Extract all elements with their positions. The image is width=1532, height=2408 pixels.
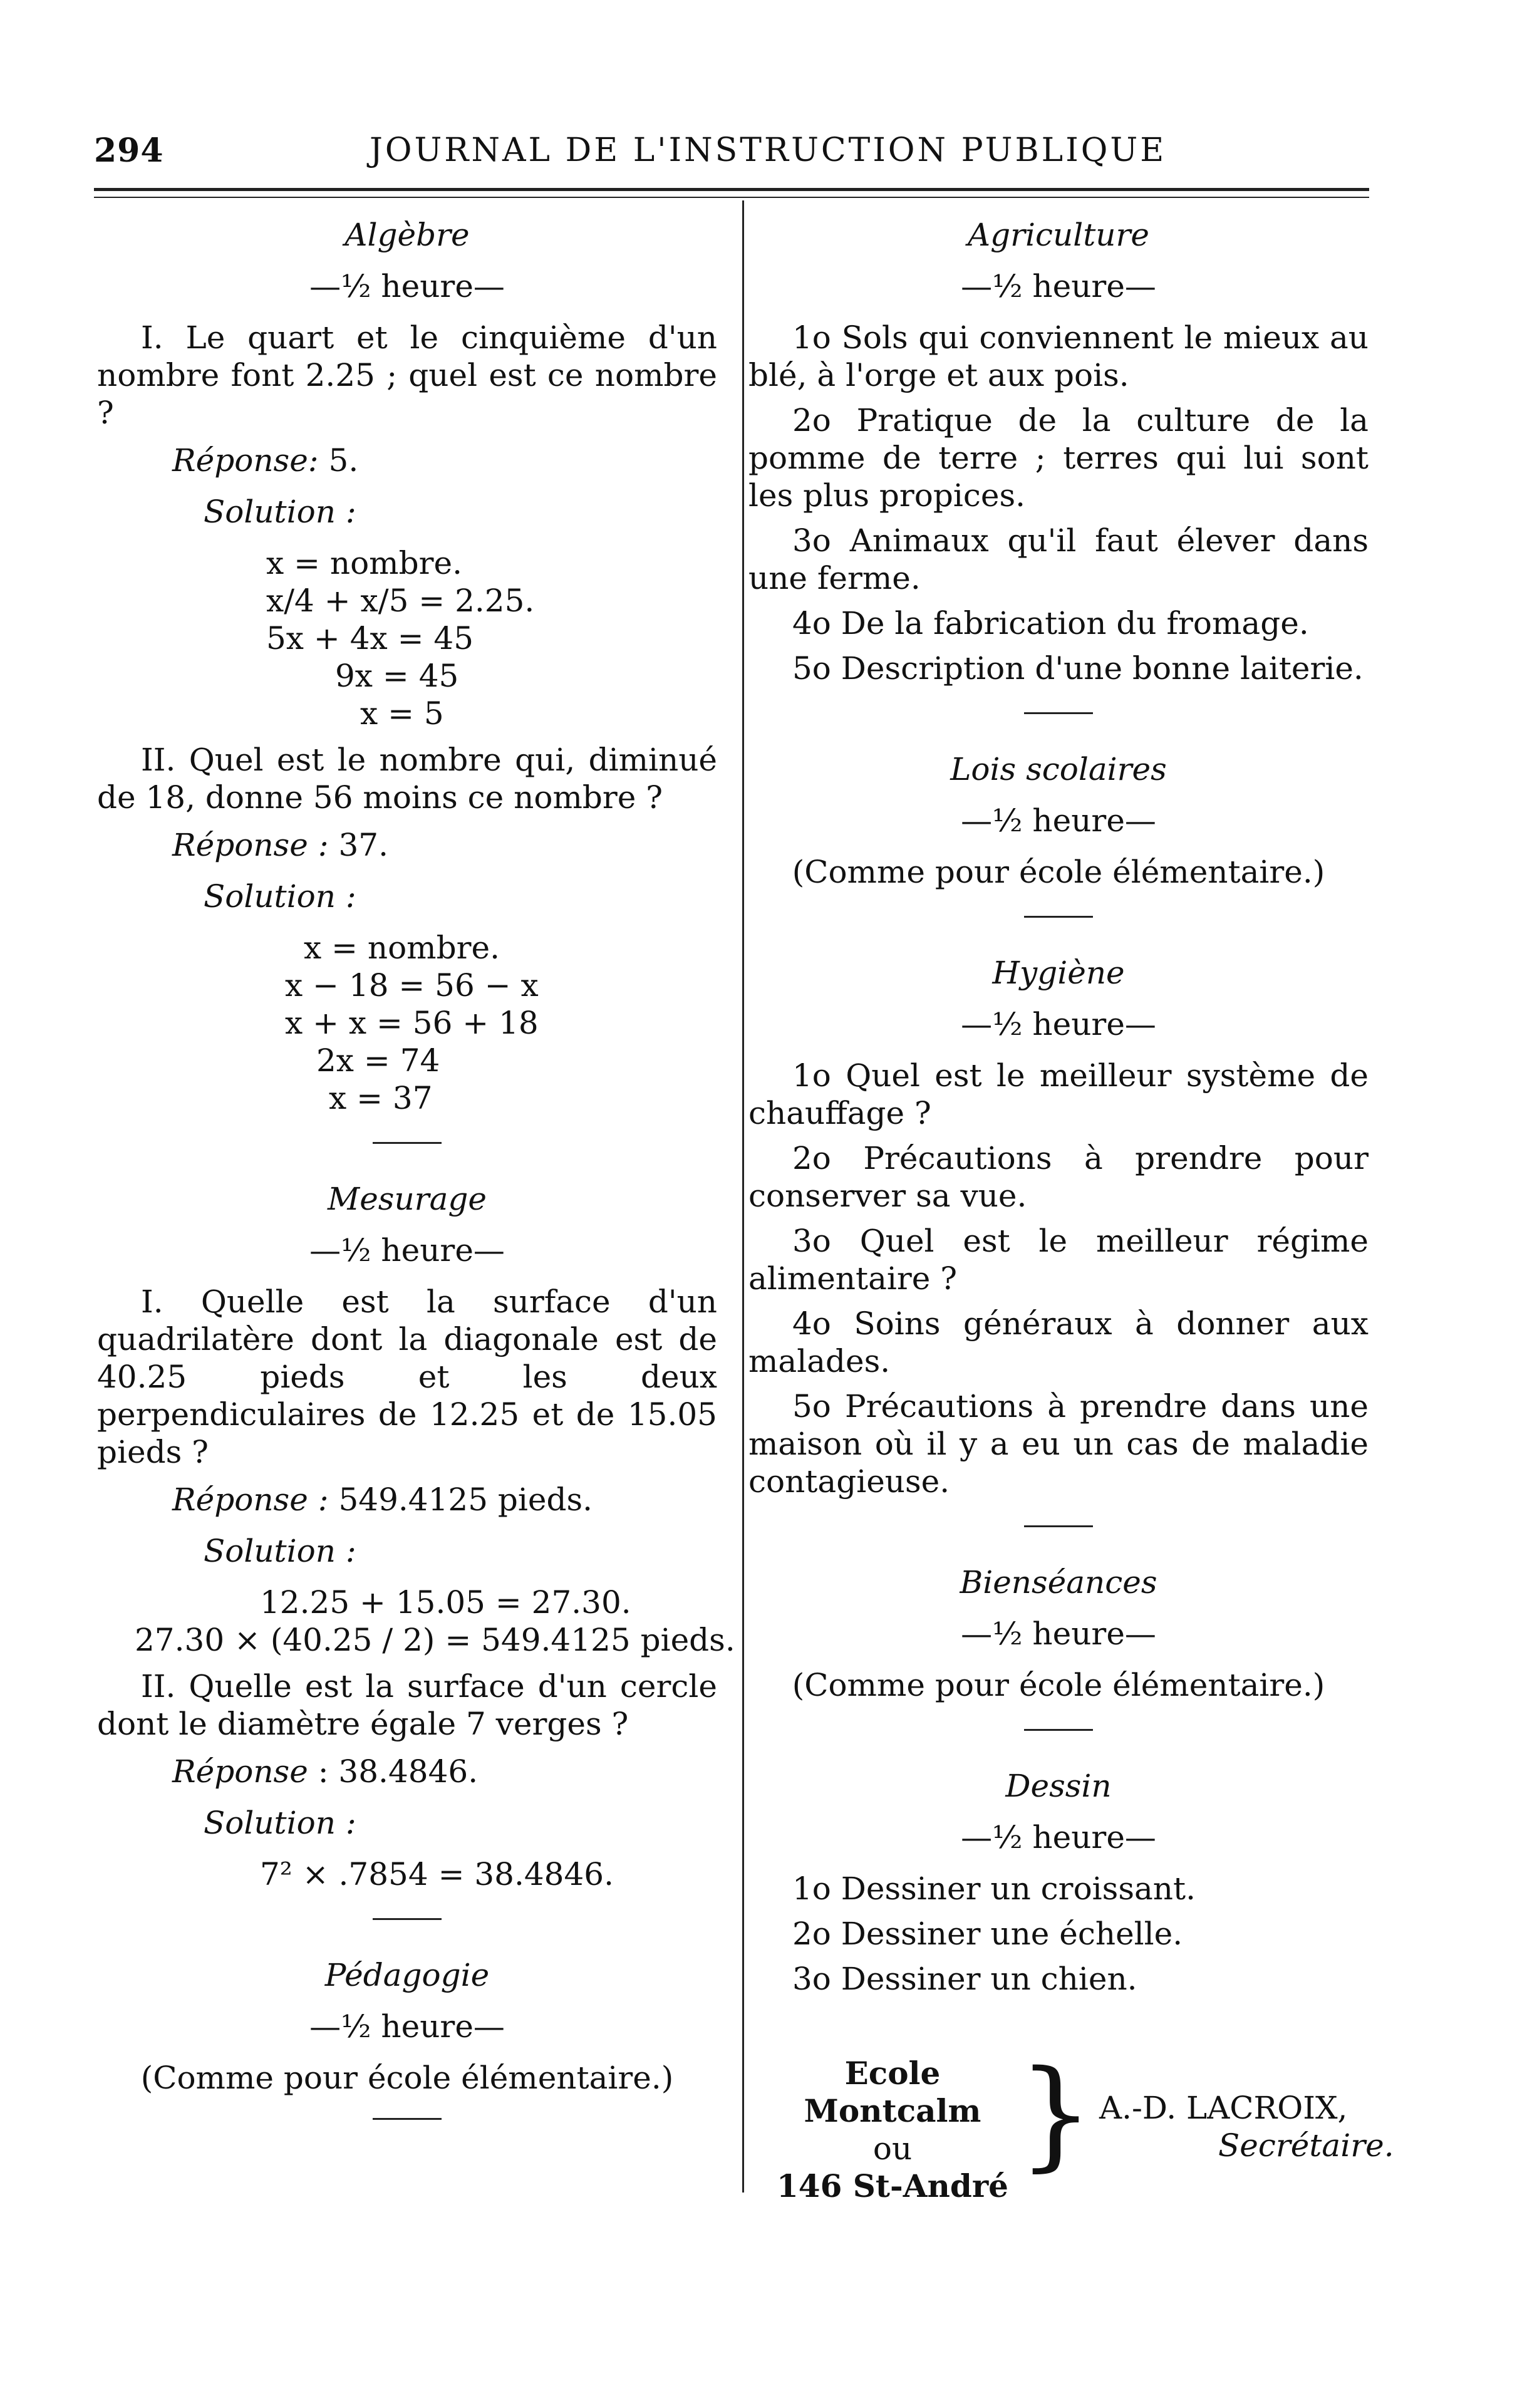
- section-separator: [373, 1918, 442, 1920]
- algebre-answer-1: [172, 442, 717, 479]
- solution-label: Solution :: [204, 1533, 356, 1569]
- lois-note: (Comme pour école élémentaire.): [792, 854, 1325, 890]
- math-line: x = 37: [329, 1080, 433, 1116]
- math-line: 9x = 45: [335, 658, 459, 694]
- running-title: JOURNAL DE L'INSTRUCTION PUBLIQUE: [370, 132, 1167, 169]
- header-rule-thin: [94, 197, 1369, 198]
- answer-label: Réponse :: [172, 1482, 329, 1518]
- math-line: 12.25 + 15.05 = 27.30.: [260, 1584, 631, 1621]
- agriculture-item-5: 5o Description d'une bonne laiterie.: [792, 650, 1364, 687]
- section-title-algebre: Algèbre: [344, 217, 470, 253]
- answer-label: Réponse :: [172, 827, 329, 863]
- math-line: x = nombre.: [266, 545, 462, 581]
- address-line: 146 St-André: [777, 2167, 1008, 2204]
- duration-mesurage: —½ heure—: [309, 1232, 505, 1269]
- solution-label: Solution :: [204, 494, 356, 530]
- math-line: 27.30 × (40.25 / 2) = 549.4125 pieds.: [135, 1622, 735, 1658]
- mesurage-math-1: [97, 1584, 735, 1659]
- math-line: x = nombre.: [304, 930, 500, 966]
- bienseances-note: (Comme pour école élémentaire.): [792, 1667, 1325, 1703]
- mesurage-question-2: II. Quelle est la surface d'un cercle dont le diamètre égale 7 verges ?: [97, 1668, 717, 1742]
- solution-label: Solution :: [204, 878, 356, 915]
- right-column: [748, 216, 1369, 2005]
- agriculture-item-2: 2o Pratique de la culture de la pomme de terre ; terres qui lui sont les plus propices.: [748, 402, 1369, 514]
- section-title-agriculture: Agriculture: [968, 217, 1149, 253]
- math-line: 2x = 74: [316, 1042, 440, 1079]
- answer-label: Réponse: [172, 1753, 308, 1790]
- answer-value: 549.4125 pieds.: [328, 1482, 593, 1518]
- agriculture-item-4: 4o De la fabrication du fromage.: [792, 605, 1309, 641]
- signature-block: [748, 2045, 1394, 2204]
- address-line: Ecole Montcalm: [804, 2055, 981, 2129]
- algebre-question-1: I. Le quart et le cinquième d'un nombre font 2.25 ; quel est ce nombre ?: [97, 319, 717, 431]
- math-line: x/4 + x/5 = 2.25.: [266, 583, 535, 619]
- header-rule-thick: [94, 188, 1369, 191]
- school-address: [758, 2055, 1027, 2205]
- section-title-hygiene: Hygiène: [992, 955, 1125, 991]
- section-title-lois: Lois scolaires: [950, 751, 1167, 787]
- algebre-question-2: II. Quel est le nombre qui, diminué de 18, donne 56 moins ce nombre ?: [97, 742, 717, 816]
- math-line: x + x = 56 + 18: [285, 1005, 539, 1041]
- hygiene-item-5: 5o Précautions à prendre dans une maison où il y a eu un cas de maladie contagieuse.: [748, 1388, 1369, 1500]
- section-separator: [1024, 712, 1093, 714]
- algebre-math-1: [97, 544, 717, 732]
- column-divider: [742, 200, 744, 2193]
- math-line: 5x + 4x = 45: [266, 620, 474, 656]
- agriculture-item-1: 1o Sols qui conviennent le mieux au blé, à l'orge et aux pois.: [748, 319, 1369, 393]
- duration-dessin: —½ heure—: [961, 1819, 1156, 1855]
- duration-algebre: —½ heure—: [309, 268, 505, 304]
- answer-value: : 38.4846.: [308, 1753, 479, 1790]
- section-separator: [373, 1142, 442, 1144]
- hygiene-item-4: 4o Soins généraux à donner aux malades.: [748, 1305, 1369, 1379]
- answer-value: 5.: [318, 442, 359, 479]
- math-line: x − 18 = 56 − x: [285, 967, 539, 1004]
- section-separator: [1024, 1729, 1093, 1731]
- mesurage-answer-2: [172, 1753, 717, 1790]
- duration-hygiene: —½ heure—: [961, 1006, 1156, 1042]
- math-line: x = 5: [360, 695, 444, 732]
- duration-pedagogie: —½ heure—: [309, 2008, 505, 2045]
- dessin-item-2: 2o Dessiner une échelle.: [792, 1916, 1183, 1952]
- secretary-name: A.-D. LACROIX,: [1099, 2090, 1348, 2126]
- duration-lois: —½ heure—: [961, 802, 1156, 839]
- section-title-mesurage: Mesurage: [328, 1181, 487, 1217]
- right-brace-icon: }: [1018, 2045, 1094, 2183]
- mesurage-math-2: [97, 1855, 717, 1893]
- section-separator: [1024, 916, 1093, 918]
- duration-bienseances: —½ heure—: [961, 1616, 1156, 1652]
- algebre-math-2: [97, 929, 717, 1117]
- solution-label: Solution :: [204, 1805, 356, 1841]
- answer-value: 37.: [328, 827, 388, 863]
- algebre-answer-2: [172, 826, 717, 864]
- hygiene-item-2: 2o Précautions à prendre pour conserver sa vue.: [748, 1140, 1369, 1214]
- hygiene-item-3: 3o Quel est le meilleur régime alimentaire ?: [748, 1223, 1369, 1297]
- section-title-dessin: Dessin: [1005, 1768, 1112, 1804]
- duration-agriculture: —½ heure—: [961, 268, 1156, 304]
- secretary-signature: [1099, 2089, 1394, 2164]
- pedagogie-note: (Comme pour école élémentaire.): [140, 2060, 674, 2096]
- left-column: [97, 216, 735, 2156]
- agriculture-item-3: 3o Animaux qu'il faut élever dans une ferme.: [748, 522, 1369, 596]
- mesurage-answer-1: [172, 1481, 717, 1518]
- section-title-pedagogie: Pédagogie: [324, 1957, 490, 1993]
- page-number: 294: [94, 132, 164, 170]
- dessin-item-3: 3o Dessiner un chien.: [792, 1961, 1137, 1997]
- section-separator: [373, 2118, 442, 2120]
- secretary-role: Secrétaire.: [1218, 2127, 1394, 2164]
- address-line: ou: [872, 2130, 913, 2167]
- hygiene-item-1: 1o Quel est le meilleur système de chauffage ?: [748, 1057, 1369, 1131]
- mesurage-question-1: I. Quelle est la surface d'un quadrilatère dont la diagonale est de 40.25 pieds et les deux perpendiculaires de 12.25 et de 15.05 pieds ?: [97, 1284, 717, 1470]
- answer-label: Réponse:: [172, 442, 319, 479]
- dessin-item-1: 1o Dessiner un croissant.: [792, 1871, 1196, 1907]
- math-line: 7² × .7854 = 38.4846.: [260, 1856, 614, 1892]
- section-title-bienseances: Bienséances: [960, 1564, 1157, 1601]
- section-separator: [1024, 1525, 1093, 1527]
